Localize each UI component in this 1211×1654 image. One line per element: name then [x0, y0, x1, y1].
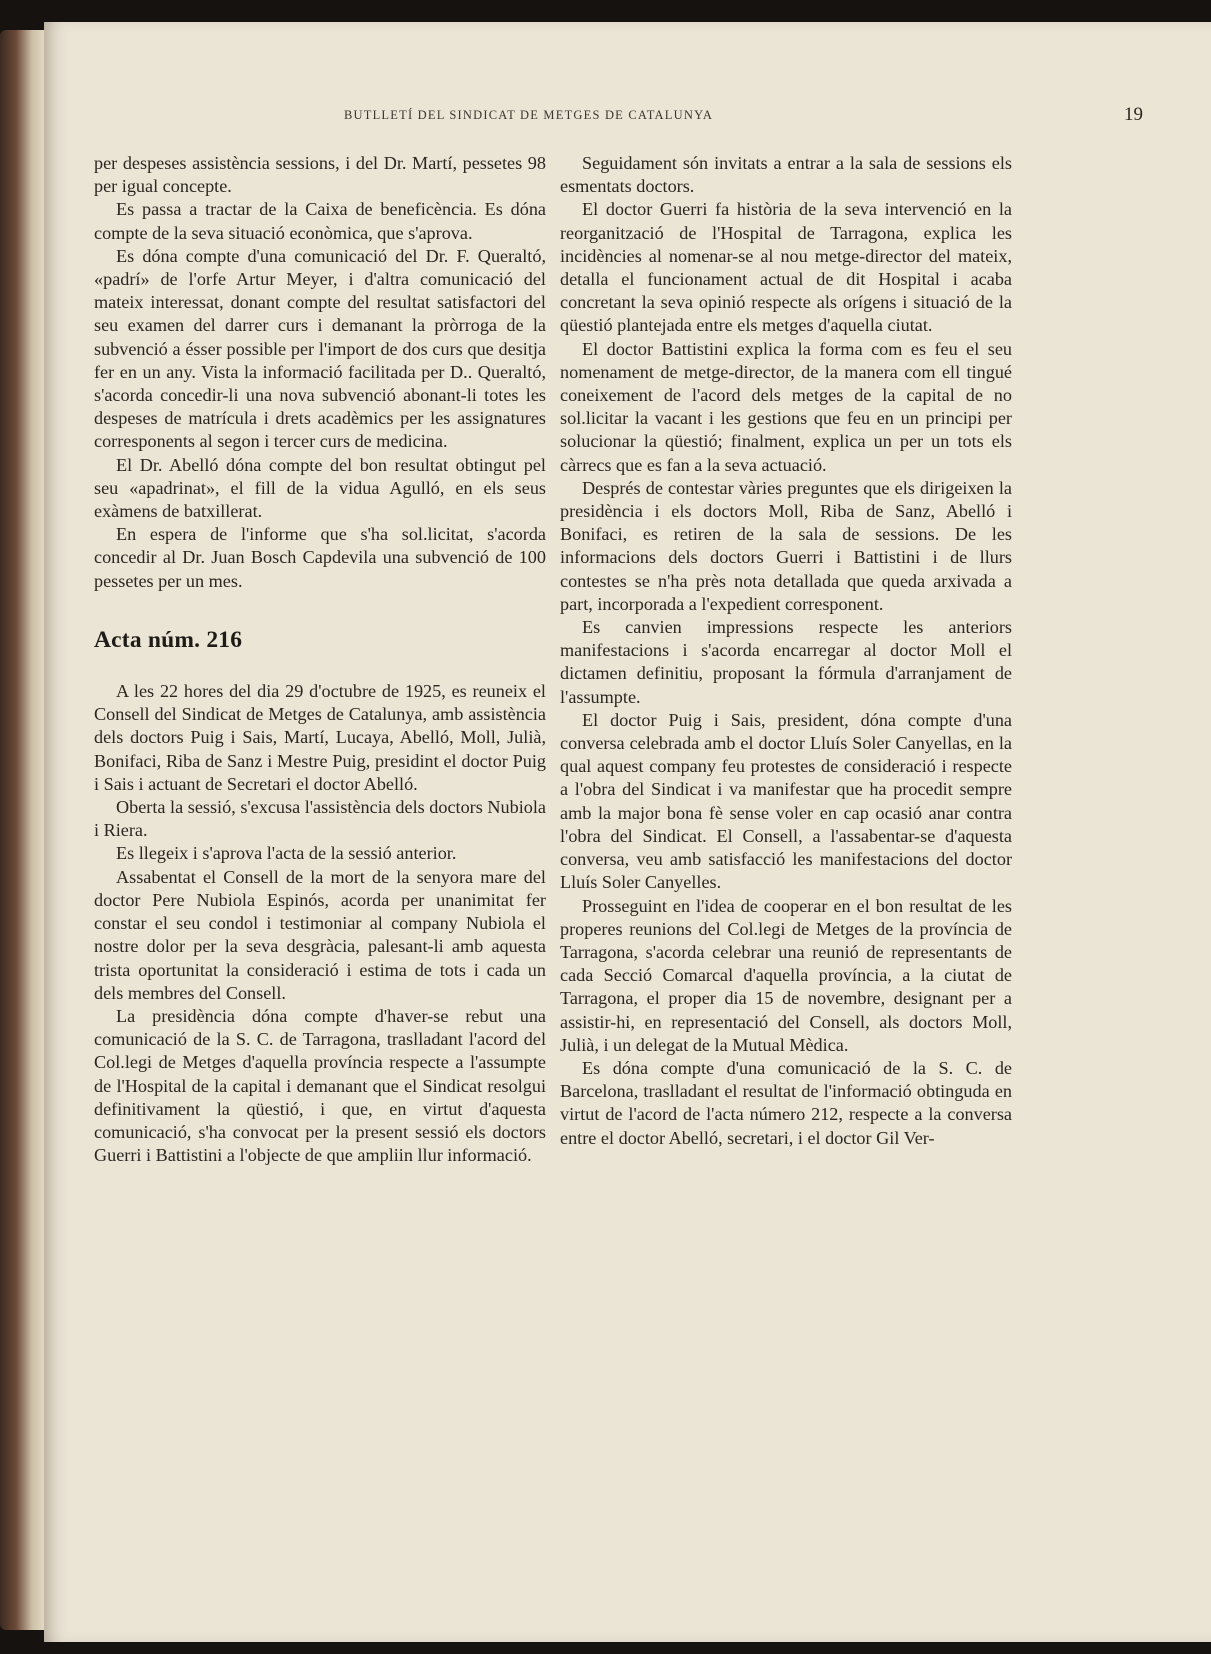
paragraph: El doctor Battistini explica la forma com es feu el seu nomenament de metge-director, de la manera com ell tingué coneixement de l'acord dels metges de la capital de no sol.licitar la vacant i les gestions que feu en un principi per solucionar la qüestió; finalment, explica un per un tots els càrrecs que es fan a la seva actuació. [560, 338, 1012, 475]
paragraph: Assabentat el Consell de la mort de la senyora mare del doctor Pere Nubiola Espinós, acorda per unanimitat fer constar el seu condol i testimoniar al company Nubiola el nostre dolor per la seva desgràcia, palesant-li amb aquesta trista oportunitat la consideració i estima de tots i cada un dels membres del Consell. [94, 866, 546, 1003]
book-binding-edge [0, 30, 46, 1630]
paragraph: Després de contestar vàries preguntes que els dirigeixen la presidència i els doctors Moll, Riba de Sanz, Abelló i Bonifaci, es retiren de la sala de sessions. De les informacions dels doctors Guerri i Battistini i de llurs contestes se n'ha près nota detallada que queda arxivada a part, incorporada a l'expedient corresponent. [560, 477, 1012, 614]
paragraph: per despeses assistència sessions, i del Dr. Martí, pessetes 98 per igual concepte. [94, 153, 546, 197]
paragraph: Es dóna compte d'una comunicació del Dr. F. Queraltó, «padrí» de l'orfe Artur Meyer, i d'altra comunicació del mateix interessat, donant compte del resultat satisfactori del seu examen del darrer curs i demanant la pròrroga de la subvenció a ésser possible per l'import de dos curs que desitja fer en un any. Vista la informació facilitada per D.. Queraltó, s'acorda concedir-li una nova subvenció abonant-li totes les despeses de matrícula i drets acadèmics per les assignatures corresponents al segon i tercer curs de medicina. [94, 245, 546, 452]
paragraph: El doctor Puig i Sais, president, dóna compte d'una conversa celebrada amb el doctor Lluís Soler Canyellas, en la qual aquest company feu protestes de consideració i respecte a l'obra del Sindicat i va manifestar que ha procedit sempre amb la major bona fè sense voler en cap ocasió anar contra l'obra del Sindicat. El Consell, a l'assabentar-se d'aquesta conversa, veu amb satisfacció les manifestacions del doctor Lluís Soler Canyelles. [560, 709, 1012, 893]
paragraph: Prosseguint en l'idea de cooperar en el bon resultat de les properes reunions del Col.legi de Metges de la província de Tarragona, s'acorda celebrar una reunió de representants de cada Secció Comarcal d'aquella província, a la ciutat de Tarragona, el proper dia 15 de novembre, designant per a assistir-hi, en representació del Consell, als doctors Moll, Julià, i un delegat de la Mutual Mèdica. [560, 895, 1012, 1055]
document-page [44, 22, 1211, 1642]
page-header [44, 104, 1211, 132]
paragraph: Es canvien impressions respecte les anteriors manifestacions i s'acorda encarregar al doctor Moll el dictamen definitiu, proposant la fórmula d'arranjament de l'assumpte. [560, 617, 1012, 707]
paragraph: Es dóna compte d'una comunicació de la S. C. de Barcelona, traslladant el resultat de l'informació obtinguda en virtut de l'acord de l'acta número 212, respecte a la conversa entre el doctor Abelló, secretari, i el doctor Gil Ver- [560, 1057, 1012, 1148]
paragraph: Seguidament són invitats a entrar a la sala de sessions els esmentats doctors. [560, 153, 1012, 197]
paragraph: En espera de l'informe que s'ha sol.licitat, s'acorda concedir al Dr. Juan Bosch Capdevila una subvenció de 100 pessetes per un mes. [94, 524, 546, 591]
paragraph: Es llegeix i s'aprova l'acta de la sessió anterior. [116, 843, 457, 864]
right-column [560, 152, 1012, 1150]
paragraph: La presidència dóna compte d'haver-se rebut una comunicació de la S. C. de Tarragona, traslladant l'acord del Col.legi de Metges d'aquella província respecte a l'assumpte de l'Hospital de la capital i demanant que el Sindicat resolgui definitivament la qüestió, i que, en virtut d'aquesta comunicació, s'ha convocat per la present sessió els doctors Guerri i Battistini a l'objecte de que ampliin llur informació. [94, 1005, 546, 1166]
paragraph: Es passa a tractar de la Caixa de beneficència. Es dóna compte de la seva situació econòmica, que s'aprova. [94, 199, 546, 243]
paragraph: A les 22 hores del dia 29 d'octubre de 1925, es reuneix el Consell del Sindicat de Metges de Catalunya, amb assistència dels doctors Puig i Sais, Martí, Lucaya, Abelló, Moll, Julià, Bonifaci, Riba de Sanz i Mestre Puig, presidint el doctor Puig i Sais i actuant de Secretari el doctor Abelló. [94, 681, 546, 794]
paragraph: Oberta la sessió, s'excusa l'assistència dels doctors Nubiola i Riera. [94, 797, 546, 841]
left-column [94, 152, 546, 1167]
running-title: BUTLLETÍ DEL SINDICAT DE METGES DE CATALUNYA [344, 108, 714, 122]
page-number: 19 [1124, 104, 1143, 125]
section-heading: Acta núm. 216 [94, 626, 243, 653]
paragraph: El doctor Guerri fa història de la seva intervenció en la reorganització de l'Hospital de Tarragona, explica les incidències al nomenar-se al nou metge-director del mateix, detalla el funcionament actual de dit Hospital i acaba concretant la seva opinió respecte als orígens i situació de la qüestió plantejada entre els metges d'aquella ciutat. [560, 199, 1012, 336]
paragraph: El Dr. Abelló dóna compte del bon resultat obtingut pel seu «apadrinat», el fill de la vidua Agulló, en els seus exàmens de batxillerat. [94, 454, 546, 522]
